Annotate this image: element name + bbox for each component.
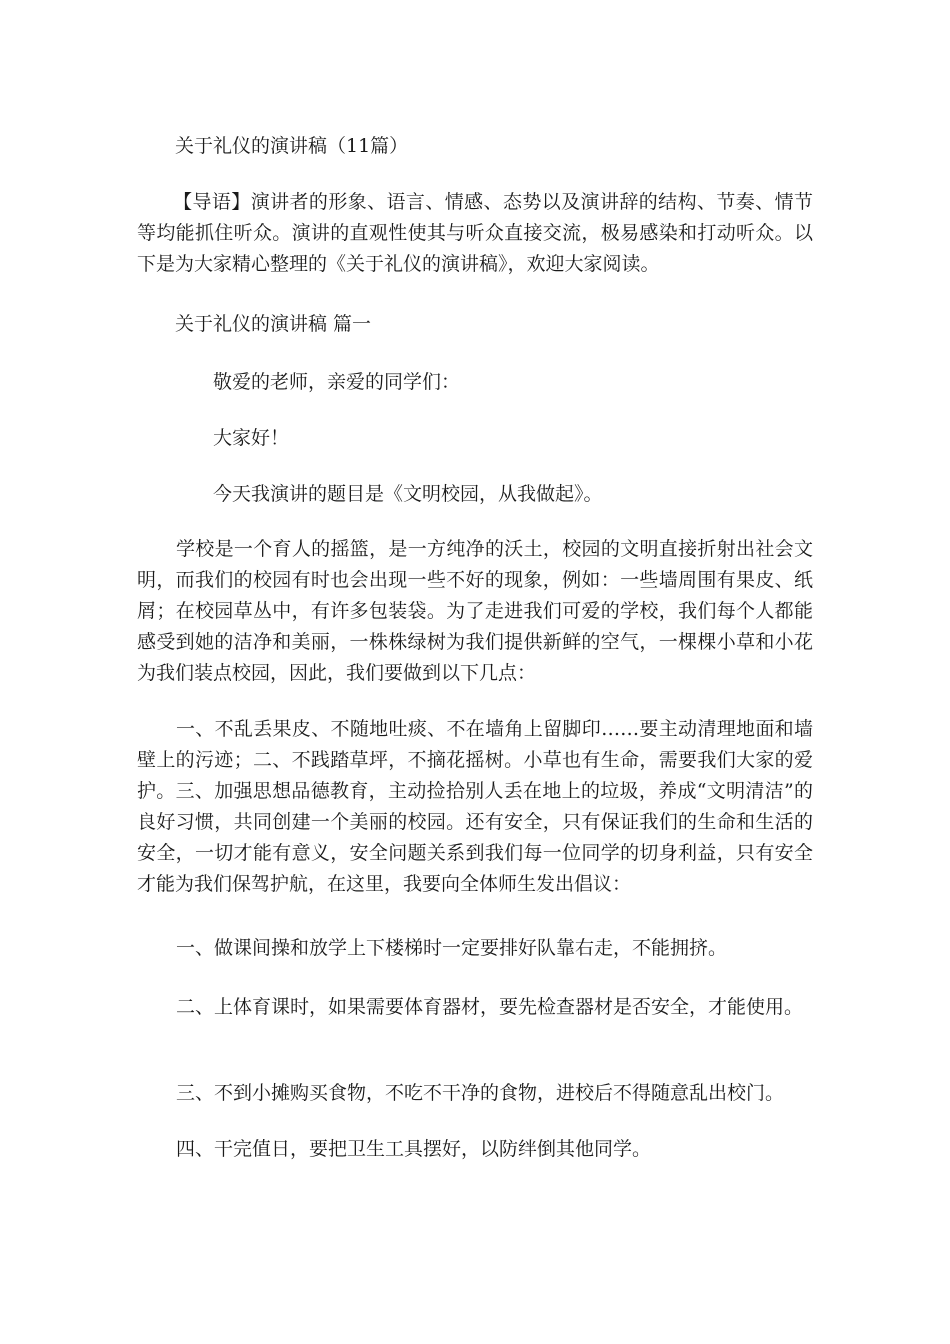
salutation: 敬爱的老师，亲爱的同学们： <box>213 371 461 393</box>
body-paragraph-1: 学校是一个育人的摇篮，是一方纯净的沃土，校园的文明直接折射出社会文明，而我们的校园有时也会出现一些不好的现象，例如：一些墙周围有果皮、纸屑；在校园草丛中，有许多包装袋。为了走进我们可爱的学校，我们每个人都能感受到她的洁净和美丽，一株株绿树为我们提供新鲜的空气，一棵棵小草和小花为我们装点校园，因此，我们要做到以下几点： <box>137 538 813 684</box>
list-item-4: 四、干完值日，要把卫生工具摆好，以防绊倒其他同学。 <box>175 1138 651 1160</box>
body-paragraph-2: 一、不乱丢果皮、不随地吐痰、不在墙角上留脚印……要主动清理地面和墙壁上的污迹；二、不践踏草坪，不摘花摇树。小草也有生命，需要我们大家的爱护。三、加强思想品德教育，主动捡拾别人丢在地上的垃圾，养成“文明清洁”的良好习惯，共同创建一个美丽的校园。还有安全，只有保证我们的生命和生活的安全，一切才能有意义，安全问题关系到我们每一位同学的切身利益，只有安全才能为我们保驾护航，在这里，我要向全体师生发出倡议： <box>137 718 813 895</box>
greeting: 大家好！ <box>213 427 290 449</box>
intro-paragraph: 【导语】演讲者的形象、语言、情感、态势以及演讲辞的结构、节奏、情节等均能抓住听众。演讲的直观性使其与听众直接交流，极易感染和打动听众。以下是为大家精心整理的《关于礼仪的演讲稿》，欢迎大家阅读。 <box>137 191 813 275</box>
document-title: 关于礼仪的演讲稿（11篇） <box>175 135 409 157</box>
list-item-1: 一、做课间操和放学上下楼梯时一定要排好队靠右走，不能拥挤。 <box>175 937 727 959</box>
topic-line: 今天我演讲的题目是《文明校园，从我做起》。 <box>213 483 603 505</box>
list-item-3: 三、不到小摊购买食物，不吃不干净的食物，进校后不得随意乱出校门。 <box>175 1082 784 1104</box>
section-heading: 关于礼仪的演讲稿 篇一 <box>175 313 372 335</box>
list-item-2: 二、上体育课时，如果需要体育器材，要先检查器材是否安全，才能使用。 <box>175 996 803 1018</box>
